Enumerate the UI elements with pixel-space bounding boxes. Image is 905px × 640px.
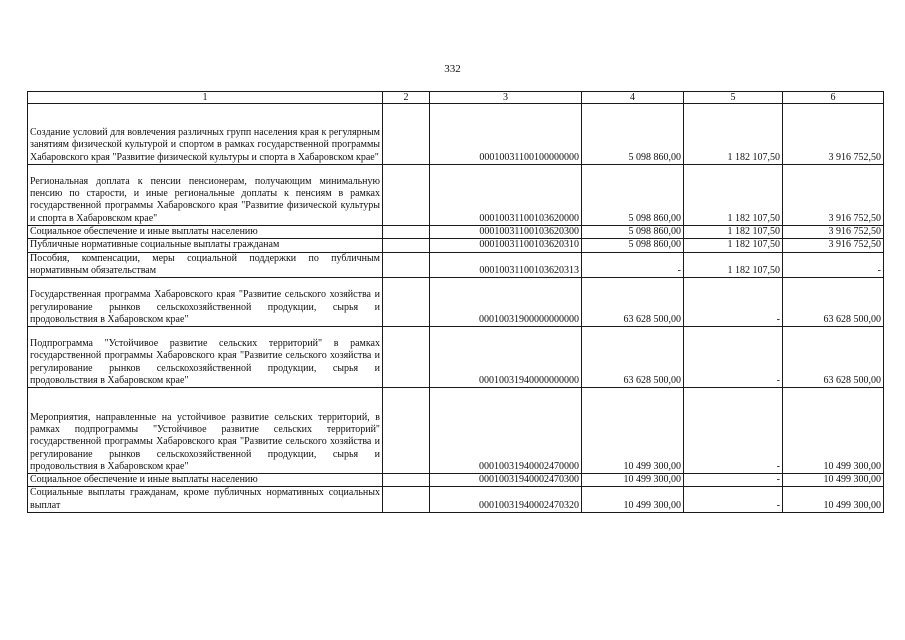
row-col-2 — [383, 226, 430, 239]
row-amount-col-4: 5 098 860,00 — [582, 226, 684, 239]
table-row — [28, 327, 884, 388]
row-amount-col-4: 63 628 500,00 — [582, 327, 684, 388]
table-header-row — [28, 92, 884, 104]
row-amount-col-6: 10 499 300,00 — [783, 487, 884, 513]
row-name: Публичные нормативные социальные выплаты гражданам — [28, 239, 383, 252]
table-row — [28, 388, 884, 474]
row-code: 00010031940002470000 — [430, 388, 582, 474]
row-amount-col-6: 3 916 752,50 — [783, 239, 884, 252]
row-name: Региональная доплата к пенсии пенсионерам, получающим минимальную пенсию по старости, и иные региональные доплаты к пенсиям в рамках государственной программы Хабаровского края "Развитие физической культуры и спорта в Хабаровском крае" — [28, 165, 383, 226]
row-amount-col-5: 1 182 107,50 — [684, 165, 783, 226]
row-code: 00010031940002470300 — [430, 474, 582, 487]
row-amount-col-4: 10 499 300,00 — [582, 474, 684, 487]
row-code: 00010031100103620310 — [430, 239, 582, 252]
row-amount-col-5: - — [684, 388, 783, 474]
row-col-2 — [383, 388, 430, 474]
row-amount-col-4: 63 628 500,00 — [582, 278, 684, 327]
row-col-2 — [383, 252, 430, 278]
table-row — [28, 226, 884, 239]
row-amount-col-4: 10 499 300,00 — [582, 487, 684, 513]
row-code: 00010031100103620313 — [430, 252, 582, 278]
row-amount-col-5: - — [684, 487, 783, 513]
budget-table-body — [28, 92, 884, 513]
header-col-5: 5 — [684, 92, 783, 104]
table-row — [28, 474, 884, 487]
row-amount-col-5: 1 182 107,50 — [684, 226, 783, 239]
row-amount-col-4: 5 098 860,00 — [582, 239, 684, 252]
row-col-2 — [383, 104, 430, 165]
row-amount-col-5: - — [684, 474, 783, 487]
row-name: Социальное обеспечение и иные выплаты населению — [28, 474, 383, 487]
header-col-1: 1 — [28, 92, 383, 104]
row-amount-col-6: - — [783, 252, 884, 278]
row-amount-col-6: 3 916 752,50 — [783, 104, 884, 165]
row-name: Социальные выплаты гражданам, кроме публичных нормативных социальных выплат — [28, 487, 383, 513]
row-col-2 — [383, 474, 430, 487]
row-code: 00010031100103620300 — [430, 226, 582, 239]
header-col-6: 6 — [783, 92, 884, 104]
row-amount-col-6: 63 628 500,00 — [783, 278, 884, 327]
row-amount-col-6: 63 628 500,00 — [783, 327, 884, 388]
row-amount-col-4: 10 499 300,00 — [582, 388, 684, 474]
row-name: Мероприятия, направленные на устойчивое развитие сельских территорий, в рамках подпрограммы "Устойчивое развитие сельских территорий" государственной программы Хабаровского края "Развитие сельского хозяйства и регулирование рынков сельскохозяйственной продукции, сырья и продовольствия в Хабаровском крае" — [28, 388, 383, 474]
row-code: 00010031100100000000 — [430, 104, 582, 165]
row-name: Государственная программа Хабаровского края "Развитие сельского хозяйства и регулирование рынков сельскохозяйственной продукции, сырья и продовольствия в Хабаровском крае" — [28, 278, 383, 327]
row-amount-col-6: 3 916 752,50 — [783, 165, 884, 226]
header-col-3: 3 — [430, 92, 582, 104]
row-col-2 — [383, 239, 430, 252]
row-amount-col-6: 10 499 300,00 — [783, 388, 884, 474]
row-col-2 — [383, 165, 430, 226]
row-amount-col-5: 1 182 107,50 — [684, 239, 783, 252]
table-row — [28, 252, 884, 278]
row-amount-col-4: 5 098 860,00 — [582, 104, 684, 165]
row-amount-col-4: 5 098 860,00 — [582, 165, 684, 226]
row-code: 00010031940002470320 — [430, 487, 582, 513]
row-code: 00010031940000000000 — [430, 327, 582, 388]
table-row — [28, 104, 884, 165]
table-row — [28, 239, 884, 252]
page-number: 332 — [444, 63, 461, 75]
table-row — [28, 165, 884, 226]
row-col-2 — [383, 327, 430, 388]
row-amount-col-5: 1 182 107,50 — [684, 252, 783, 278]
row-col-2 — [383, 487, 430, 513]
row-amount-col-6: 3 916 752,50 — [783, 226, 884, 239]
table-row — [28, 278, 884, 327]
row-name: Социальное обеспечение и иные выплаты населению — [28, 226, 383, 239]
row-name: Подпрограмма "Устойчивое развитие сельских территорий" в рамках государственной программы Хабаровского края "Развитие сельского хозяйства и регулирование рынков сельскохозяйственной продукции, сырья и продовольствия в Хабаровском крае" — [28, 327, 383, 388]
header-col-2: 2 — [383, 92, 430, 104]
row-code: 00010031900000000000 — [430, 278, 582, 327]
row-amount-col-5: - — [684, 278, 783, 327]
row-amount-col-5: - — [684, 327, 783, 388]
budget-table — [27, 91, 884, 513]
row-name: Пособия, компенсации, меры социальной поддержки по публичным нормативным обязательствам — [28, 252, 383, 278]
row-name: Создание условий для вовлечения различных групп населения края к регулярным занятиям физической культурой и спортом в рамках государственной программы Хабаровского края "Развитие физической культуры и спорта в Хабаровском крае" — [28, 104, 383, 165]
row-col-2 — [383, 278, 430, 327]
row-amount-col-6: 10 499 300,00 — [783, 474, 884, 487]
header-col-4: 4 — [582, 92, 684, 104]
row-code: 00010031100103620000 — [430, 165, 582, 226]
row-amount-col-4: - — [582, 252, 684, 278]
table-row — [28, 487, 884, 513]
row-amount-col-5: 1 182 107,50 — [684, 104, 783, 165]
